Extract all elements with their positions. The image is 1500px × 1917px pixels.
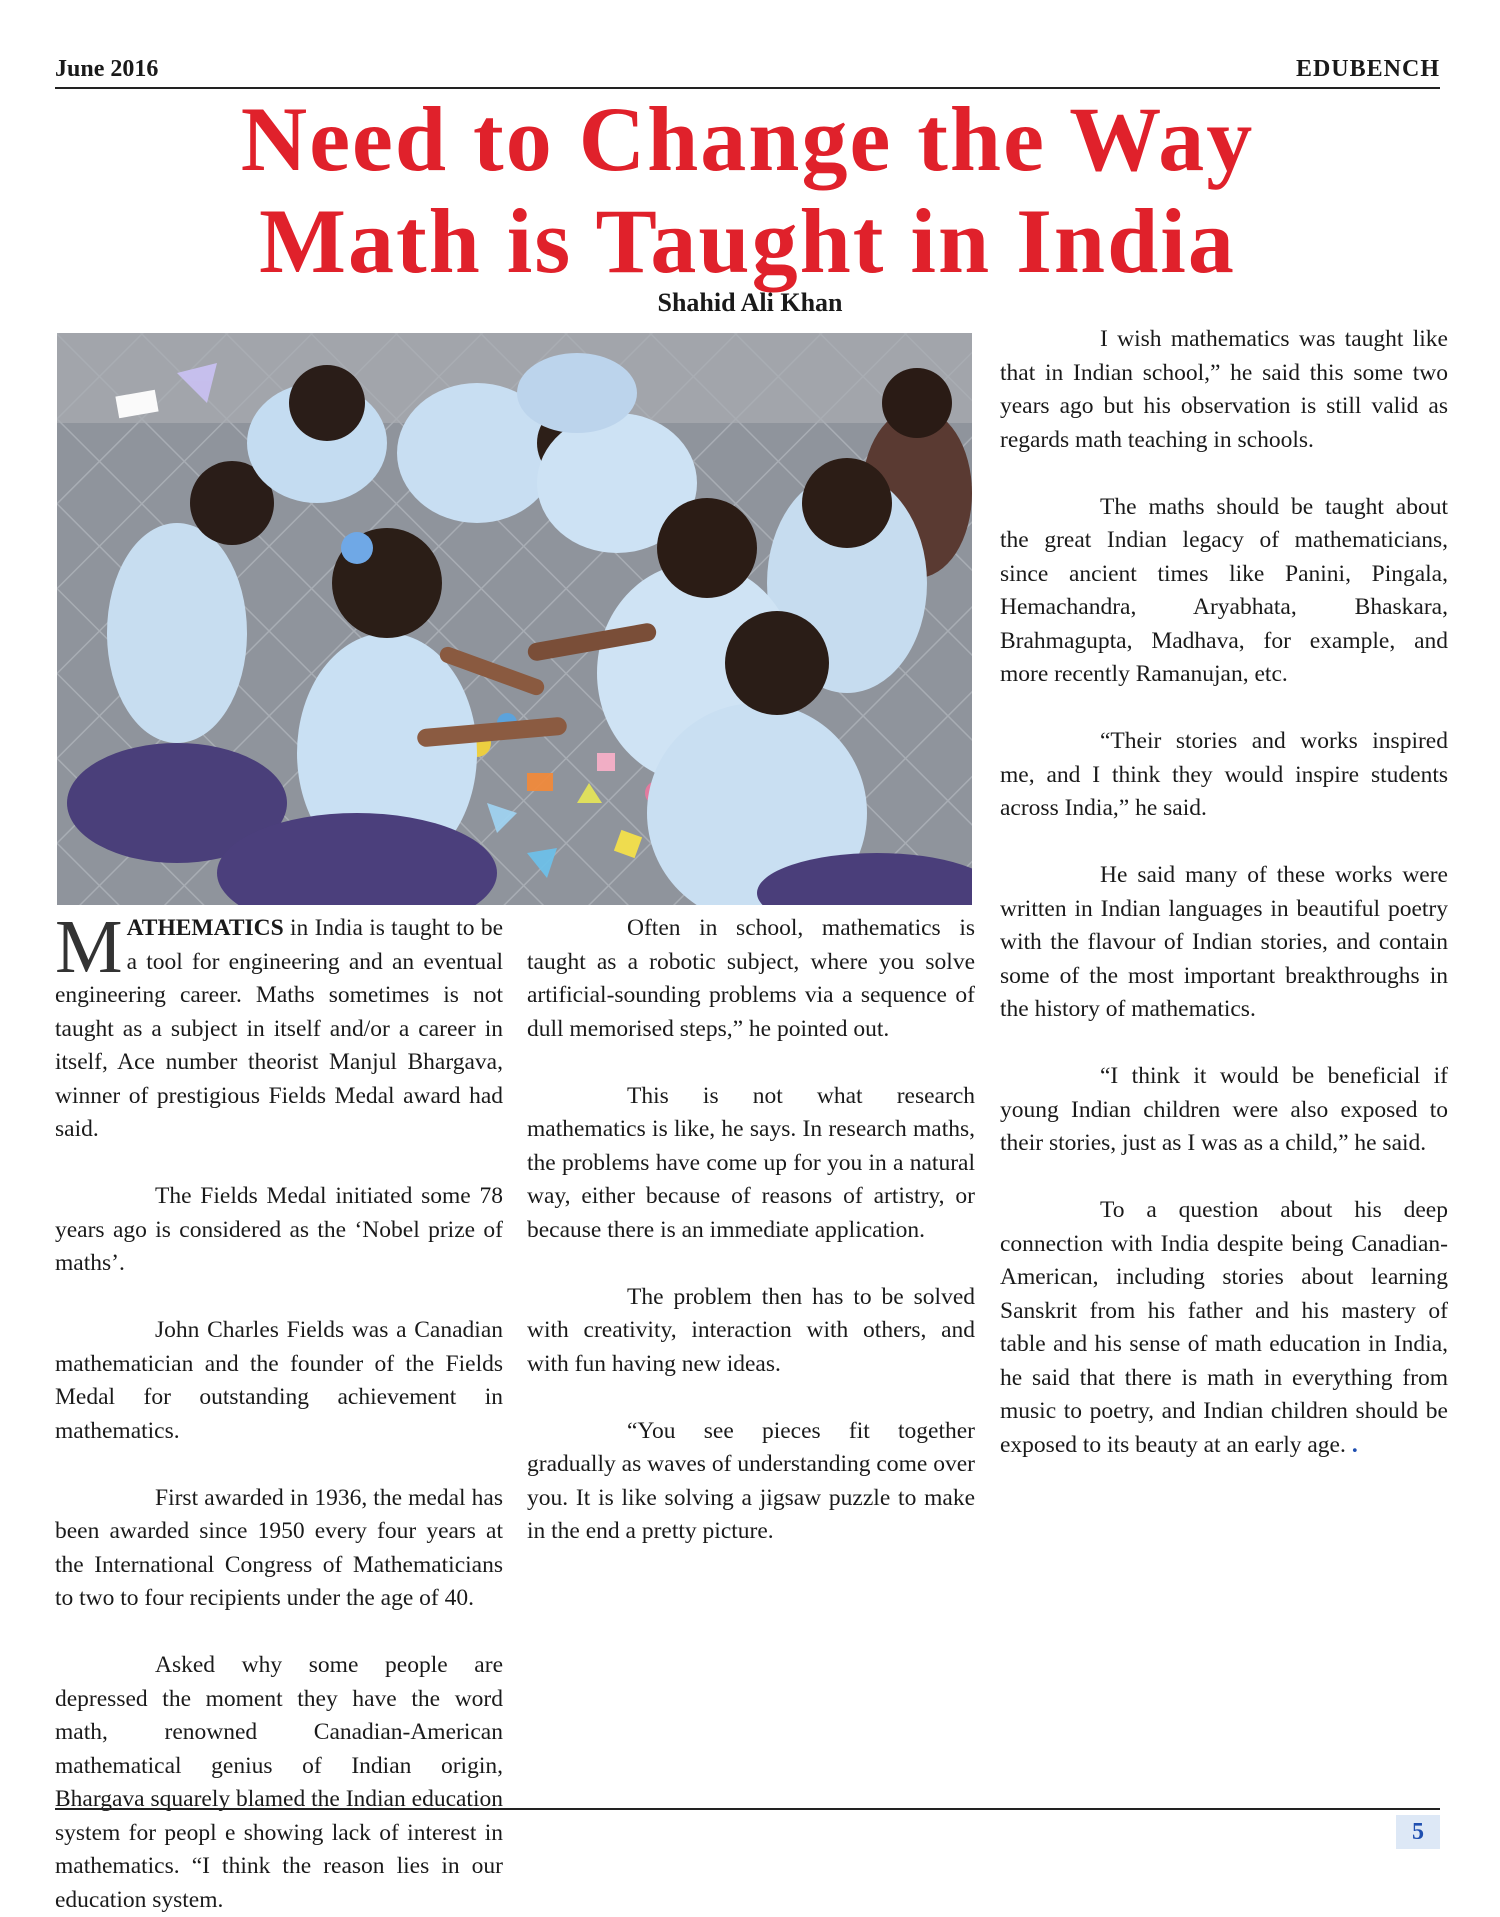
- paragraph-15: [1000, 1194, 1448, 1462]
- article-column-3: [1000, 323, 1448, 1462]
- paragraph-5: Asked why some people are depressed the moment they have the word math, renowned Canadian-American mathematical genius of Indian origin, Bhargava squarely blamed the Indian education system for peopl e showing lack of interest in mathematics. “I think the reason lies in our education system.: [55, 1652, 503, 1913]
- paragraph-6: Often in school, mathematics is taught as a robotic subject, where you solve artificial-sounding problems via a sequence of dull memorised steps,” he pointed out.: [527, 915, 975, 1042]
- paragraph-14: “I think it would be beneficial if young Indian children were also exposed to their stories, just as I was as a child,” he said.: [1000, 1063, 1448, 1156]
- paragraph-7: This is not what research mathematics is like, he says. In research maths, the problems have come up for you in a natural way, either because of reasons of artistry, or because there is an immediate application.: [527, 1082, 975, 1243]
- drop-cap: M: [55, 905, 123, 989]
- paragraph-13: He said many of these works were written in Indian languages in beautiful poetry with the flavour of Indian stories, and contain some of the most important breakthroughs in the history of mathematics.: [1000, 862, 1448, 1022]
- paragraph-11: The maths should be taught about the great Indian legacy of mathematicians, since ancient times like Panini, Pingala, Hemachandra, Aryabhata, Bhaskara, Brahmagupta, Madhava, for example, and more recently Ramanujan, etc.: [1000, 493, 1448, 687]
- paragraph-9: “You see pieces fit together gradually as waves of understanding come over you. It is like solving a jigsaw puzzle to make in the end a pretty picture.: [527, 1417, 975, 1544]
- publication-name: EDUBENCH: [1295, 56, 1440, 82]
- paragraph-15-text: To a question about his deep connection with India despite being Canadian-American, including stories about learning Sanskrit from his father and his mastery of table and his sense of math education in India, he said that there is math in everything from music to poetry, and Indian children should be exposed to its beauty at an early age.: [1000, 1197, 1448, 1458]
- classroom-photo: [57, 333, 972, 905]
- paragraph-10: I wish mathematics was taught like that in Indian school,” he said this some two years ago but his observation is still valid as regards math teaching in schools.: [1000, 326, 1448, 453]
- paragraph-8: The problem then has to be solved with creativity, interaction with others, and with fun having new ideas.: [527, 1283, 975, 1377]
- paragraph-2: The Fields Medal initiated some 78 years ago is considered as the ‘Nobel prize of maths’.: [55, 1183, 503, 1276]
- title-line-2: Math is Taught in India: [259, 190, 1236, 292]
- page-number: 5: [1396, 1815, 1440, 1849]
- title-line-1: Need to Change the Way: [240, 88, 1255, 190]
- lead-paragraph-text: in India is taught to be a tool for engineering and an eventual engineering career. Maths sometimes is not taught as a subject in itself and/or a career in itself, Ace number theorist Manjul Bhargava, winner of prestigious Fields Medal award had said.: [55, 915, 503, 1142]
- header-date: June 2016: [55, 56, 159, 82]
- paragraph-3: John Charles Fields was a Canadian mathematician and the founder of the Fields Medal for outstanding achievement in mathematics.: [55, 1317, 503, 1444]
- paragraph-4: First awarded in 1936, the medal has been awarded since 1950 every four years at the International Congress of Mathematicians to two to four recipients under the age of 40.: [55, 1484, 503, 1611]
- article-column-2: [527, 912, 975, 1549]
- end-mark: .: [1351, 1431, 1358, 1458]
- lead-word: ATHEMATICS: [126, 915, 284, 941]
- paragraph-12: “Their stories and works inspired me, and I think they would inspire students across India,” he said.: [1000, 728, 1448, 821]
- article-column-1: [55, 905, 503, 1917]
- footer-rule: [55, 1808, 1440, 1810]
- lead-paragraph: [55, 905, 503, 1147]
- article-title: [55, 88, 1440, 292]
- author-byline: Shahid Ali Khan: [657, 288, 843, 317]
